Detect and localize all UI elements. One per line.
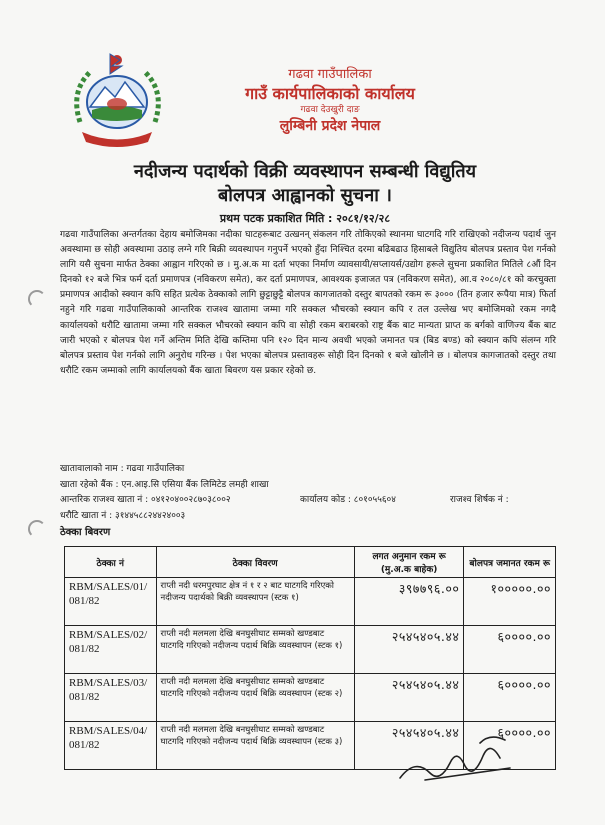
tender-deposit: ६००००.०० bbox=[464, 722, 556, 770]
account-bank: खाता रहेको बैंक : एन.आइ.सि एसिया बैंक लिमिटेड लमही शाखा bbox=[60, 479, 269, 490]
tender-estimate: २५४५४०५.४४ bbox=[354, 674, 464, 722]
table-row bbox=[65, 674, 556, 722]
notice-title-line-2: बोलपत्र आह्वानको सुचना । bbox=[218, 185, 392, 206]
tender-description: राप्ती नदी मलमला देखि बनघुसीघाट सम्मको खण्डबाट घाटगदि गरिएको नदीजन्य पदार्थ बिक्रि व्यवस्थापन (स्टक १) bbox=[156, 626, 354, 674]
province-name: लुम्बिनी प्रदेश नेपाल bbox=[279, 118, 381, 134]
revenue-account: आन्तरिक राजश्व खाता नं : ०४१२०४००२८७०३८००२ bbox=[60, 495, 231, 505]
bank-account-details bbox=[60, 462, 556, 524]
table-row bbox=[65, 578, 556, 626]
office-code: कार्यालय कोड : ८०१०५५६०४ bbox=[300, 495, 396, 505]
notice-title-line-1: नदीजन्य पदार्थको विक्री व्यवस्थापन सम्बन्धी विद्युतिय bbox=[133, 161, 477, 182]
office-header bbox=[200, 66, 460, 136]
publication-date: प्रथम पटक प्रकाशित मिति : २०८१/१२/२८ bbox=[219, 212, 391, 225]
tender-description: राप्ती नदी धरमपुरघाट क्षेत्र नं १ र २ बाट घाटगदि गरिएको नदीजन्य पदार्थको बिक्री व्यवस्थापन (स्टक १) bbox=[156, 578, 354, 626]
account-holder: खातावालाको नाम : गढवा गाउँपालिका bbox=[60, 464, 185, 474]
tender-deposit: ६००००.०० bbox=[464, 674, 556, 722]
revenue-head: राजश्व शिर्षक नं : bbox=[450, 495, 509, 505]
tender-no: RBM/SALES/03/ 081/82 bbox=[65, 674, 157, 722]
signature-icon bbox=[395, 728, 515, 788]
section-title: ठेक्का बिवरण bbox=[60, 527, 111, 538]
tender-no: RBM/SALES/02/ 081/82 bbox=[65, 626, 157, 674]
punch-hole-mark bbox=[28, 290, 46, 308]
tender-description: राप्ती नदी मलमला देखि बनघुसीघाट सम्मको खण्डबाट घाटगदि गरिएको नदीजन्य पदार्थ बिक्रि व्यवस्थापन (स्टक २) bbox=[156, 674, 354, 722]
col-estimate: लगत अनुमान रकम रू (मु.अ.क बाहेक) bbox=[354, 547, 464, 578]
notice-body: गढवा गाउँपालिका अन्तर्गतका देहाय बमोजिमका नदीका घाटहरूबाट उत्खनन् संकलन गरि तोकिएको स्थानमा घाटगदि गरि राखिएको नदीजन्य पदार्थ जुन अवस्थामा छ सोही अवस्थामा उठाइ लग्ने गरि बिक्री व्यवस्थापन गनुपर्ने भएको हुँदा निश्चित दरमा बढिबढाउ हिसाबले विद्युतिय बोलपत्र प्रस्ताव पेश गर्नको लागि यसै सुचना मार्फत ठेक्का आह्वान गरिएको छ । मु.अ.क मा दर्ता भएका निर्माण व्यावसायी/सप्लायर्स/उद्योग हरूले सुचना प्रकाशित मितिले ८औं दिन दिनको १२ बजे भित्र फर्म दर्ता प्रमाणपत्र (नविकरण समेत), कर दर्ता प्रमाणपत्र, आवश्यक इजाजत पत्र (नविकरण समेत), आ.व २०८०/८१ को करचुक्ता प्रमाणपत्र आदीको स्क्यान कपि सहित प्रत्येक ठेक्काको लागि छुट्टाछुट्टै बोलपत्र कागजातको दस्तुर बापतको रकम रू ३००० (तिन हजार रूपैया मात्र) फिर्ता नहुने गरि गढवा गाउँपालिकाको आन्तरिक राजश्व खातामा जम्मा गरि सक्कल भौचरको स्क्यान कपि र तल उल्लेख भए बमोजिमको रकम नगदै कार्यालयको धरौटि खातामा जम्मा गरि सक्कल भौचरको स्क्यान कपि वा सोही रकम बराबरको राष्ट्र बैंक बाट मान्यता प्राप्त क बर्गको वाणिज्य बैंक बाट जारी भएको र बोलपत्र पेश गर्ने अन्तिम मिति देखि कम्तिमा पनि १२० दिन मान्य अवधी भएको जमानत पत्र (बिड बण्ड) को स्क्यान कपि संलग्न गरि बोलपत्र प्रस्ताव पेश गर्नको लागि अनुरोध गरिन्छ । पेश भएका बोलपत्र प्रस्तावहरू सोही दिन दिनको १ बजे खोलीने छ । बोलपत्र कागजातको दस्तुर तथा धरौटि रकम जम्माको लागि कार्यालयको बैंक खाता बिवरण यस प्रकार रहेको छ. bbox=[60, 230, 556, 376]
table-header-row bbox=[65, 547, 556, 578]
municipality-name: गढवा गाउँपालिका bbox=[288, 67, 372, 82]
col-description: ठेक्का विवरण bbox=[156, 547, 354, 578]
tender-estimate: २५४५४०५.४४ bbox=[354, 722, 464, 770]
tender-deposit: ६००००.०० bbox=[464, 626, 556, 674]
office-name: गाउँ कार्यपालिकाको कार्यालय bbox=[245, 84, 415, 103]
tender-estimate: २५४५४०५.४४ bbox=[354, 626, 464, 674]
punch-hole-mark bbox=[28, 520, 46, 538]
tender-estimate: ३९७७९६.०० bbox=[354, 578, 464, 626]
tender-no: RBM/SALES/01/ 081/82 bbox=[65, 578, 157, 626]
tender-deposit: १०००००.०० bbox=[464, 578, 556, 626]
deposit-account: धरौटि खाता नं : ३१४४५८८२४४२४००३ bbox=[60, 510, 186, 521]
tender-no: RBM/SALES/04/ 081/82 bbox=[65, 722, 157, 770]
table-row bbox=[65, 626, 556, 674]
tender-description: राप्ती नदी मलमला देखि बनघुसीघाट सम्मको खण्डबाट घाटगदि गरिएको नदीजन्य पदार्थ बिक्रि व्यवस्थापन (स्टक ३) bbox=[156, 722, 354, 770]
office-address: गढवा देउखुरी दाङ bbox=[300, 105, 360, 115]
nepal-emblem-icon bbox=[60, 52, 175, 152]
col-deposit: बोलपत्र जमानत रकम रू bbox=[464, 547, 556, 578]
col-tender-no: ठेक्का नं bbox=[65, 547, 157, 578]
